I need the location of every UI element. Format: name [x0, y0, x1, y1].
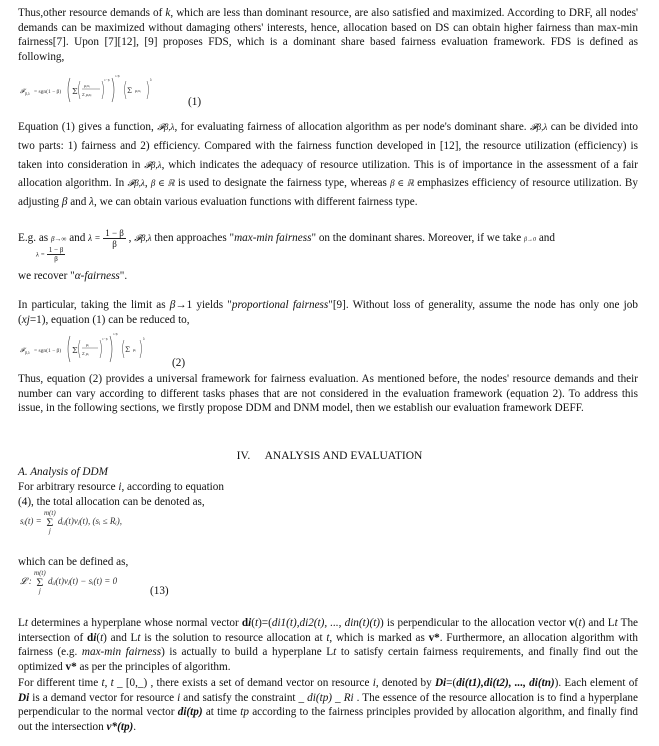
var-t: t — [578, 617, 582, 629]
text: is used to designate the fairness type, whereas — [174, 177, 391, 190]
equation-2 — [20, 330, 170, 371]
paragraph-proportional-fairness — [18, 298, 638, 327]
text: can be divided into two parts: 1) fairness and 2) efficiency. Compared with the fairness function developed in [12], the resource utilization (efficiency) is taken into consideration in — [18, 121, 638, 171]
var-t: t — [333, 646, 337, 659]
svg-text:Σ μᵢ: Σ μᵢ — [82, 351, 89, 356]
fraction-denominator: β — [112, 239, 117, 249]
sum-lower-limit: j — [48, 527, 51, 535]
text: we recover " — [18, 270, 75, 282]
svg-text:𝓕: 𝓕 — [20, 348, 25, 354]
text: , which is marked as — [329, 631, 429, 644]
paragraph-hyperplane — [18, 616, 638, 674]
text: ( — [574, 617, 579, 629]
text: . Furthermore, an allocation algorithm with fairness (e.g. — [18, 631, 638, 659]
text: ) is actually to build a hyperplane L — [161, 646, 334, 659]
svg-text:Σ: Σ — [127, 87, 132, 95]
paragraph-universal-framework: Thus, equation (2) provides a universal framework for fairness evaluation. As mentioned before, the nodes' resource demands and their number can vary according to different tasks phases that are not considered in the evaluation framework (equation 2). To address this issue, in the following sections, we firstly propose DDM and DNM model, then we establish our evaluation framework DEFF. — [18, 373, 638, 415]
math-f-beta-lambda: 𝓕β,λ — [134, 233, 152, 244]
paragraph-alpha-fairness — [18, 269, 638, 284]
var-v-star: v* — [428, 631, 440, 644]
equation-lhs: 𝓛 : — [20, 576, 35, 587]
sum-upper-limit: m(t) — [34, 569, 46, 577]
svg-text:1−β: 1−β — [102, 337, 108, 341]
equation-13 — [20, 570, 117, 594]
text: determines a hyperplane whose normal vector — [27, 617, 242, 629]
sum-upper-limit: m(t) — [44, 509, 56, 517]
text: The intersection of — [18, 617, 639, 644]
text: ( — [96, 631, 101, 644]
math-beta-in-r: β ∈ ℝ — [390, 178, 414, 189]
svg-text:Σ: Σ — [125, 346, 130, 354]
section-heading — [0, 450, 659, 462]
text: , we can obtain various evaluation functions with different fairness type. — [94, 196, 418, 209]
var-i: i — [93, 631, 97, 644]
sigma-symbol: Σ — [46, 515, 54, 529]
sigma-symbol: Σ — [36, 575, 44, 589]
text: at time — [202, 706, 241, 719]
var-D-i: Di — [18, 691, 30, 704]
fraction-lambda — [103, 228, 126, 249]
paragraph-arbitrary-resource — [18, 480, 248, 509]
svg-text:Σ: Σ — [72, 87, 78, 96]
var-t: t — [110, 677, 114, 689]
svg-text:β,λ: β,λ — [25, 91, 30, 96]
svg-text:Σ μᵢxᵢ: Σ μᵢxᵢ — [82, 92, 92, 97]
fraction-numerator: 1 − β — [48, 246, 64, 254]
text: . The essence of the resource allocation is to find a hyperplane perpendicular to the normal vector — [18, 691, 638, 719]
var-beta: β — [169, 299, 176, 311]
math-demand-sequence: di(t1),di(t2), ..., di(tn) — [456, 677, 555, 689]
var-i: i — [177, 691, 181, 704]
text: ) and L — [103, 631, 138, 644]
text: , — [104, 677, 111, 689]
text: )=( — [258, 617, 272, 629]
sum-operator — [44, 510, 56, 534]
svg-text:1/β: 1/β — [113, 332, 118, 336]
term-proportional-fairness: proportional fairness — [231, 299, 329, 311]
var-t: t — [326, 631, 330, 644]
var-d-bold: d — [86, 631, 94, 644]
text: , which are less than dominant resource, are also satisfied and maximized. According to DRF, all nodes' demands can be maximized without damaging others' interests, hence, allocation based on DS can obtain higher fairness than max-min fairness[7]. Upon [7][12], [9] proposes FDS, which is a dominant share based fairness evaluation framework. FDS is defined as following, — [18, 7, 638, 63]
text: and — [67, 196, 90, 209]
equation-3 — [20, 510, 122, 534]
subsection-heading: A. Analysis of DDM — [18, 466, 108, 478]
lambda-second — [36, 246, 65, 263]
var-t: t — [254, 617, 259, 629]
var-D-i: Di — [434, 677, 447, 689]
text: then approaches " — [151, 232, 235, 245]
paragraph-eg — [18, 214, 638, 259]
equation-1-figure — [20, 72, 170, 106]
fraction-lambda — [47, 246, 66, 263]
fraction-denominator: β — [54, 255, 58, 263]
var-R-i: Ri — [343, 691, 354, 704]
math-components: di1(t),di2(t), ..., din(t)(t) — [271, 617, 381, 629]
eg-line — [18, 228, 555, 249]
text: is the solution to resource allocation at — [140, 631, 327, 644]
fraction-numerator: 1 − β — [105, 228, 124, 238]
sum-operator — [34, 570, 46, 594]
text: to satisfy certain fairness requirements, and finally find out the optimized — [18, 646, 639, 673]
paragraph-fds-function — [18, 118, 638, 212]
text: , — [125, 232, 135, 245]
text: , for evaluating fairness of allocation algorithm as per node's dominant share. — [174, 121, 530, 133]
svg-text:λ: λ — [150, 77, 152, 82]
var-v-bold: v — [569, 617, 575, 629]
equation-1 — [20, 72, 170, 111]
text: "[9]. Without loss of generality, assume the node has only one job ( — [18, 299, 638, 326]
math-beta-in-r: β ∈ ℝ — [150, 178, 175, 189]
text: , — [144, 177, 151, 190]
svg-text:μᵢxᵢ: μᵢxᵢ — [135, 88, 141, 93]
paragraph-demand-vectors — [18, 676, 638, 734]
equation-13-number: (13) — [150, 585, 169, 597]
text: and — [536, 232, 555, 245]
text: For different time — [18, 677, 102, 689]
math-d-i-tp: di(tp) — [177, 706, 203, 719]
text: " on the dominant shares. Moreover, if we take — [311, 232, 525, 245]
text: emphasizes efficiency of resource utilization. By adjusting — [18, 177, 638, 209]
text: For arbitrary resource — [18, 481, 119, 493]
equation-rhs: dᵢⱼ(t)vⱼ(t) − sᵢ(t) = 0 — [47, 576, 118, 587]
text: as per the principles of algorithm. — [76, 660, 231, 673]
math-lambda-eq: λ = — [88, 233, 101, 244]
text: , denoted by — [375, 677, 435, 689]
text: In particular, taking the limit as — [18, 299, 170, 311]
svg-text:μᵢ: μᵢ — [133, 347, 136, 352]
var-i: i — [372, 677, 376, 689]
svg-text:μᵢxᵢ: μᵢxᵢ — [84, 83, 90, 88]
text: →1 yields " — [175, 299, 232, 311]
var-v-star-tp: v*(tp) — [106, 720, 134, 733]
text: Equation (1) gives a function, — [18, 121, 158, 133]
text: _ — [332, 691, 344, 704]
paragraph-defined-as: which can be defined as, — [18, 556, 129, 568]
equation-2-number: (2) — [172, 357, 186, 369]
var-i: i — [118, 481, 122, 493]
term-alpha-fairness: α-fairness — [74, 270, 120, 282]
var-t: t — [100, 631, 104, 644]
svg-text:β,λ: β,λ — [25, 350, 30, 355]
math-d-i-tp: di(tp) — [307, 691, 333, 704]
svg-text:Σ: Σ — [72, 346, 78, 355]
var-d-bold: d — [241, 617, 249, 629]
math-beta-to-zero: β→0 — [524, 237, 537, 244]
section-number: IV. — [236, 450, 251, 462]
svg-text:𝓕: 𝓕 — [20, 89, 25, 95]
text: L — [18, 617, 25, 629]
text: =( — [446, 677, 457, 689]
svg-text:μᵢ: μᵢ — [86, 342, 89, 347]
section-title: ANALYSIS AND EVALUATION — [264, 450, 423, 462]
svg-text:λ: λ — [143, 336, 145, 341]
equation-lhs: sᵢ(t) = — [20, 516, 44, 527]
var-t: t — [101, 677, 105, 689]
text: according to the fairness principles provided by allocation algorithm, and finally find out the intersection — [18, 706, 638, 733]
text: =1), equation (1) can be reduced to, — [29, 313, 190, 326]
text: E.g. as — [18, 232, 51, 245]
text: ) and L — [581, 617, 615, 629]
math-lambda-eq: λ = — [36, 251, 45, 259]
math-beta-to-infinity: β→∞ — [50, 235, 67, 244]
svg-text:= sgn(1 − β): = sgn(1 − β) — [34, 89, 62, 95]
text: (4), the total allocation can be denoted as, — [18, 495, 205, 508]
var-xj: xj — [21, 313, 30, 326]
text: _ [0,_) , there exists a set of demand vector on resource — [113, 677, 373, 689]
text: , which indicates the adequacy of resource utilization. This is of importance in the assessment of a fair allocation algorithm. In — [18, 158, 639, 190]
var-v-star: v* — [65, 660, 77, 673]
var-t: t — [24, 617, 28, 629]
math-f-beta-lambda: 𝓕β,λ — [530, 122, 548, 132]
math-f-beta-lambda: 𝓕β,λ — [157, 122, 175, 132]
var-i: i — [248, 617, 252, 629]
text: ). Each element of — [554, 677, 639, 689]
text: ( — [251, 617, 255, 629]
sum-lower-limit: j — [38, 587, 41, 595]
math-f-beta-lambda: 𝓕β,λ — [144, 159, 162, 170]
var-k: k — [165, 7, 171, 19]
svg-text:1−β: 1−β — [104, 78, 110, 82]
text: and — [66, 232, 89, 245]
text: ) is perpendicular to the allocation vector — [380, 617, 570, 629]
var-t: t — [137, 631, 141, 644]
svg-text:1/β: 1/β — [115, 74, 120, 78]
text: and satisfy the constraint _ — [180, 691, 308, 704]
text: . — [133, 720, 137, 733]
text: ". — [119, 270, 128, 282]
text: Thus,other resource demands of — [18, 7, 166, 19]
paragraph-drf — [18, 6, 638, 64]
math-f-beta-lambda: 𝓕β,λ — [127, 178, 145, 189]
text: , according to equation — [121, 481, 224, 493]
var-tp: tp — [240, 706, 249, 719]
var-lambda: λ — [89, 196, 95, 209]
equation-1-number: (1) — [188, 96, 202, 108]
term-max-min-fairness: max-min fairness — [234, 232, 312, 245]
term-max-min-fairness: max-min fairness — [81, 646, 162, 659]
text: is a demand vector for resource — [29, 691, 178, 704]
svg-text:= sgn(1 − β): = sgn(1 − β) — [34, 348, 62, 354]
var-t: t — [614, 617, 618, 629]
equation-2-figure — [20, 330, 170, 366]
equation-rhs: dᵢⱼ(t)vⱼ(t), (sᵢ ≤ Rᵢ), — [57, 516, 123, 527]
var-beta: β — [61, 196, 68, 209]
